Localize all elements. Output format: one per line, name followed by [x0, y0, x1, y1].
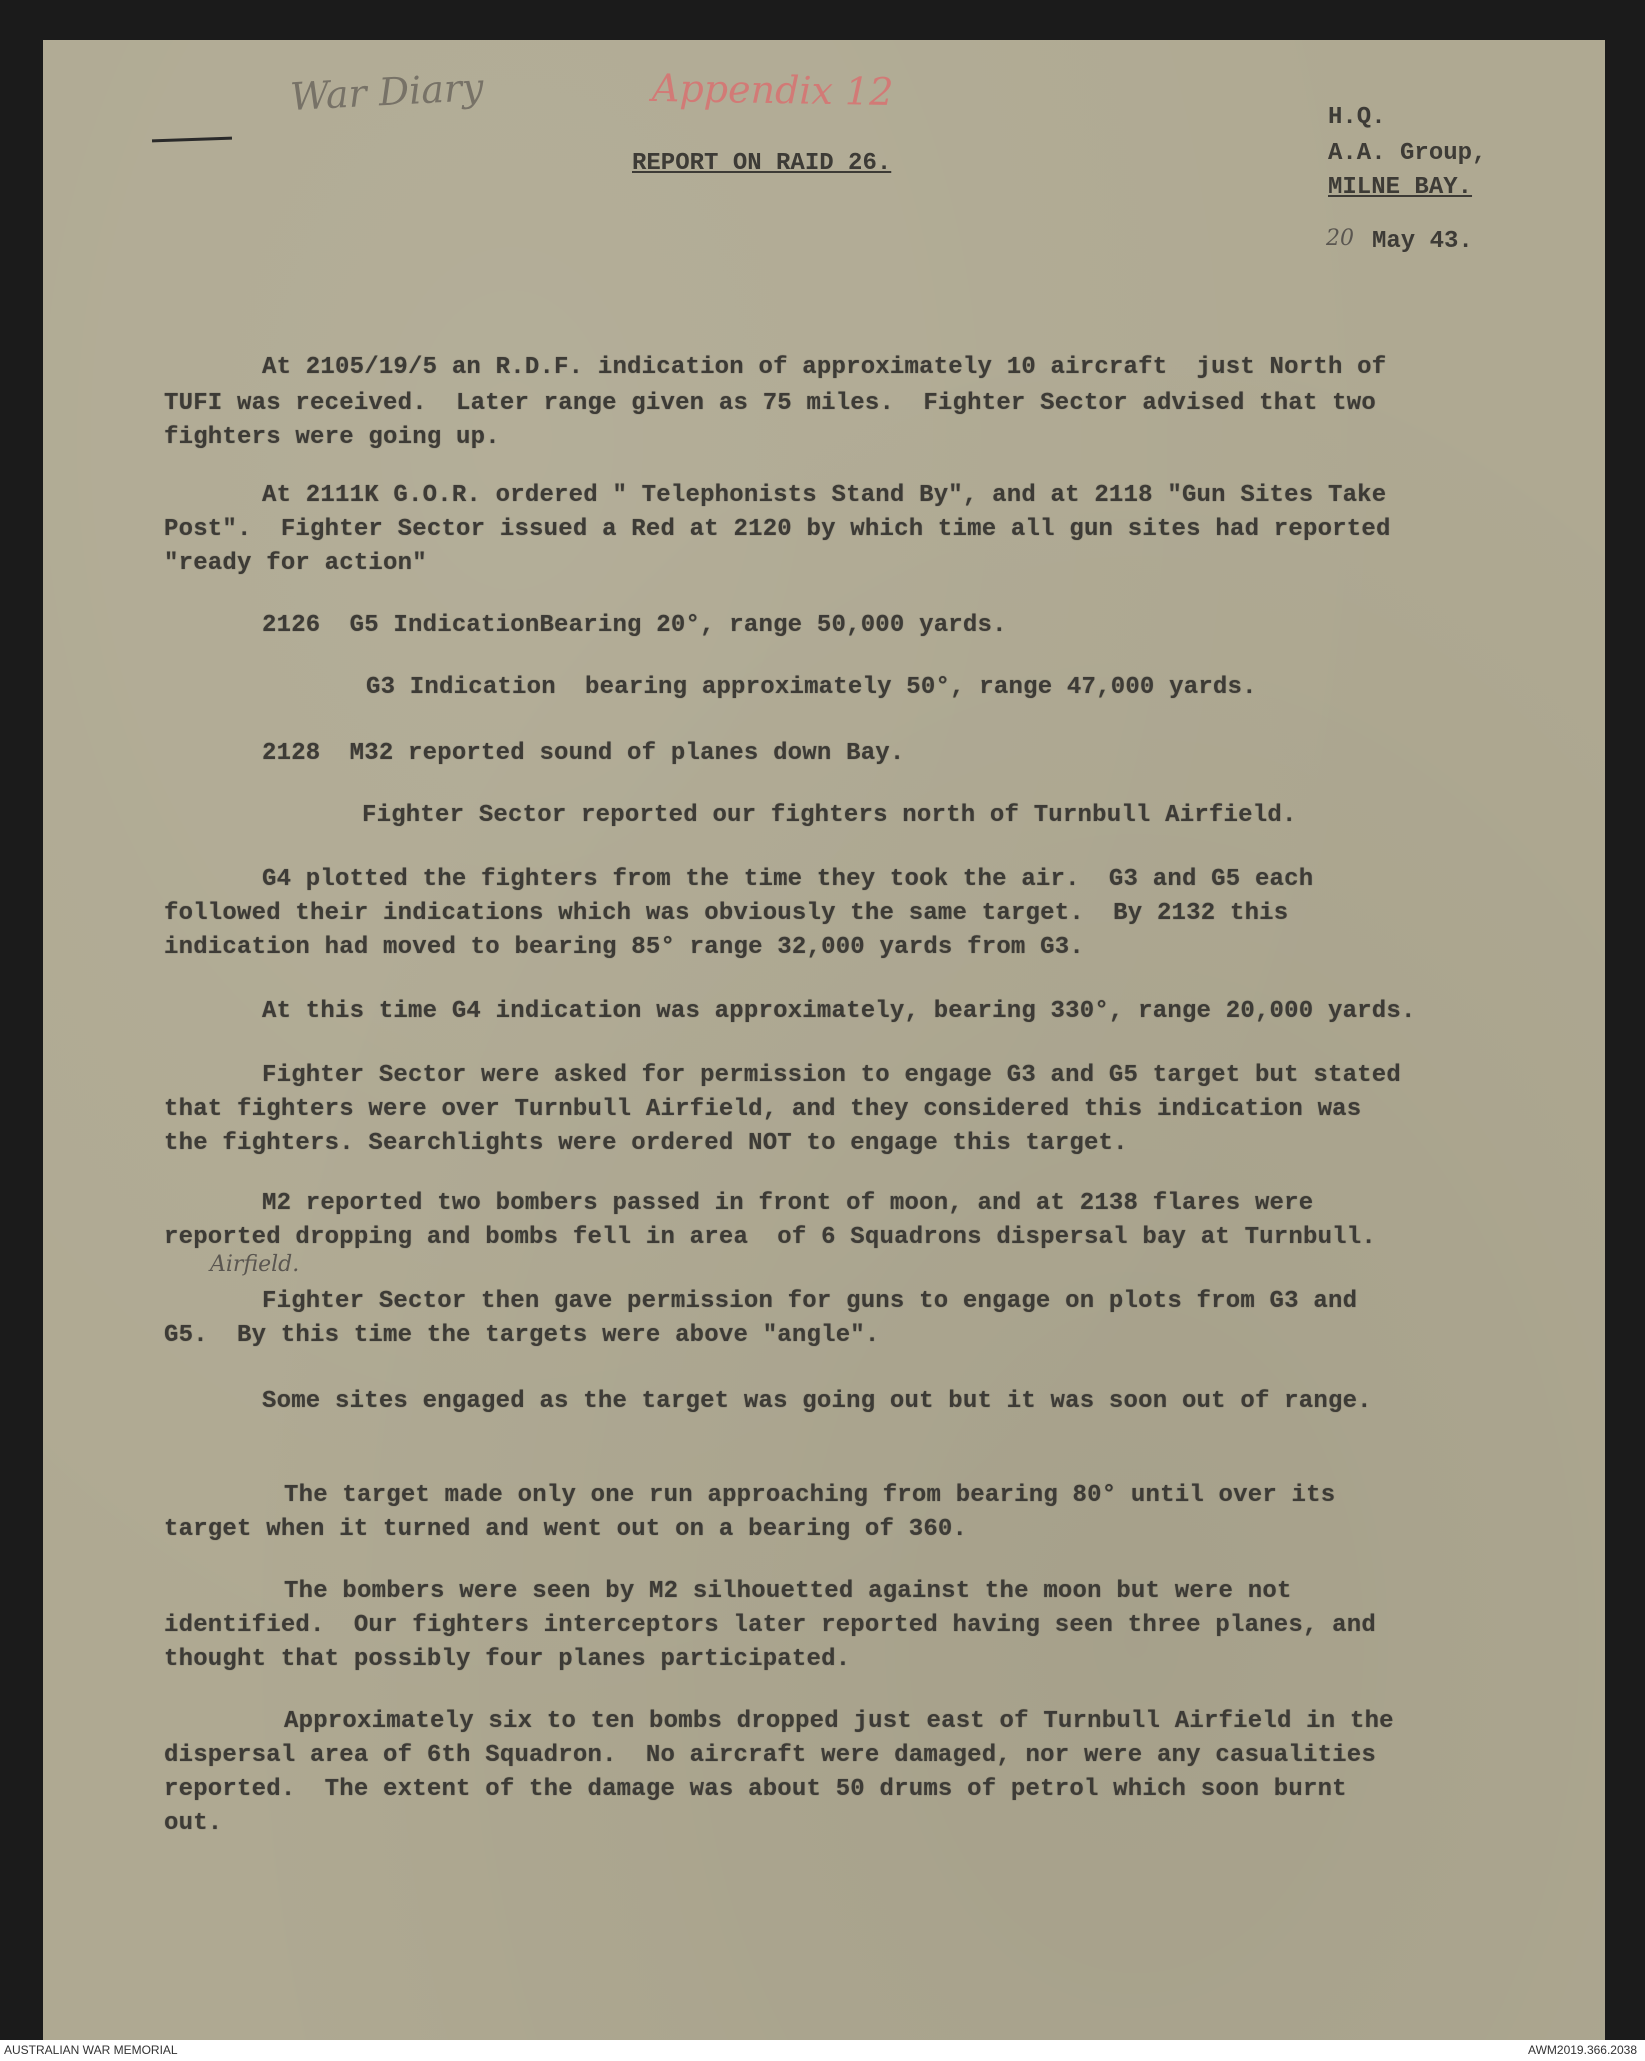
paragraph-5-line-2: that fighters were over Turnbull Airfield, and they considered this indication was — [164, 1096, 1362, 1123]
paragraph-11-line-1: Approximately six to ten bombs dropped just east of Turnbull Airfield in the — [284, 1708, 1394, 1735]
handwritten-date-day: 20 — [1326, 226, 1354, 251]
report-title: REPORT ON RAID 26. — [632, 150, 892, 177]
paragraph-10-line-3: thought that possibly four planes participated. — [164, 1646, 851, 1673]
paragraph-11-line-4: out. — [164, 1810, 223, 1837]
handwritten-war-diary: War Diary — [288, 64, 485, 120]
paragraph-1-line-3: fighters were going up. — [164, 424, 500, 451]
paragraph-9-line-1: The target made only one run approaching from bearing 80° until over its — [284, 1482, 1336, 1509]
log-entry-2128: 2128 M32 reported sound of planes down Bay. — [262, 740, 905, 767]
paragraph-7-line-1: Fighter Sector then gave permission for guns to engage on plots from G3 and — [262, 1288, 1358, 1315]
footer-accession-number: AWM2019.366.2038 — [1528, 2043, 1637, 2057]
paragraph-5-line-1: Fighter Sector were asked for permission to engage G3 and G5 target but stated — [262, 1062, 1401, 1089]
paragraph-6-line-2: reported dropping and bombs fell in area of 6 Squadrons dispersal bay at Turnbull. — [164, 1224, 1376, 1251]
paragraph-11-line-3: reported. The extent of the damage was about 50 drums of petrol which soon burnt — [164, 1776, 1347, 1803]
footer-institution: AUSTRALIAN WAR MEMORIAL — [4, 2043, 178, 2057]
paragraph-10-line-2: identified. Our fighters interceptors later reported having seen three planes, and — [164, 1612, 1376, 1639]
paragraph-2-line-2: Post". Fighter Sector issued a Red at 2120 by which time all gun sites had reported — [164, 516, 1391, 543]
paragraph-11-line-2: dispersal area of 6th Squadron. No aircraft were damaged, nor were any casualities — [164, 1742, 1376, 1769]
log-entry-g3-indication: G3 Indication bearing approximately 50°, range 47,000 yards. — [366, 674, 1257, 701]
paragraph-10-line-1: The bombers were seen by M2 silhouetted against the moon but were not — [284, 1578, 1292, 1605]
paragraph-3-line-2: followed their indications which was obviously the same target. By 2132 this — [164, 900, 1289, 927]
footer-bar — [0, 2040, 1645, 2061]
paragraph-4-line-1: At this time G4 indication was approximately, bearing 330°, range 20,000 yards. — [262, 998, 1416, 1025]
hq-line-2: A.A. Group, — [1328, 140, 1487, 167]
handwritten-airfield: Airfield. — [210, 1252, 300, 1277]
paragraph-3-line-1: G4 plotted the fighters from the time they took the air. G3 and G5 each — [262, 866, 1314, 893]
report-date: May 43. — [1372, 228, 1473, 255]
handwritten-appendix: Appendix 12 — [651, 65, 894, 115]
paragraph-6-line-1: M2 reported two bombers passed in front of moon, and at 2138 flares were — [262, 1190, 1314, 1217]
log-entry-2126: 2126 G5 IndicationBearing 20°, range 50,000 yards. — [262, 612, 1007, 639]
paragraph-1-line-2: TUFI was received. Later range given as 75 miles. Fighter Sector advised that two — [164, 390, 1376, 417]
paragraph-2-line-1: At 2111K G.O.R. ordered " Telephonists Stand By", and at 2118 "Gun Sites Take — [262, 482, 1387, 509]
paragraph-8-line-1: Some sites engaged as the target was going out but it was soon out of range. — [262, 1388, 1372, 1415]
paragraph-1-line-1: At 2105/19/5 an R.D.F. indication of approximately 10 aircraft just North of — [262, 354, 1387, 381]
hq-line-1: H.Q. — [1328, 104, 1386, 131]
hq-line-3: MILNE BAY. — [1328, 174, 1473, 201]
paragraph-9-line-2: target when it turned and went out on a bearing of 360. — [164, 1516, 968, 1543]
paragraph-2-line-3: "ready for action" — [164, 550, 427, 577]
paragraph-7-line-2: G5. By this time the targets were above "angle". — [164, 1322, 880, 1349]
paragraph-5-line-3: the fighters. Searchlights were ordered NOT to engage this target. — [164, 1130, 1128, 1157]
paragraph-3-line-3: indication had moved to bearing 85° range 32,000 yards from G3. — [164, 934, 1084, 961]
log-entry-fighter-sector: Fighter Sector reported our fighters north of Turnbull Airfield. — [362, 802, 1297, 829]
